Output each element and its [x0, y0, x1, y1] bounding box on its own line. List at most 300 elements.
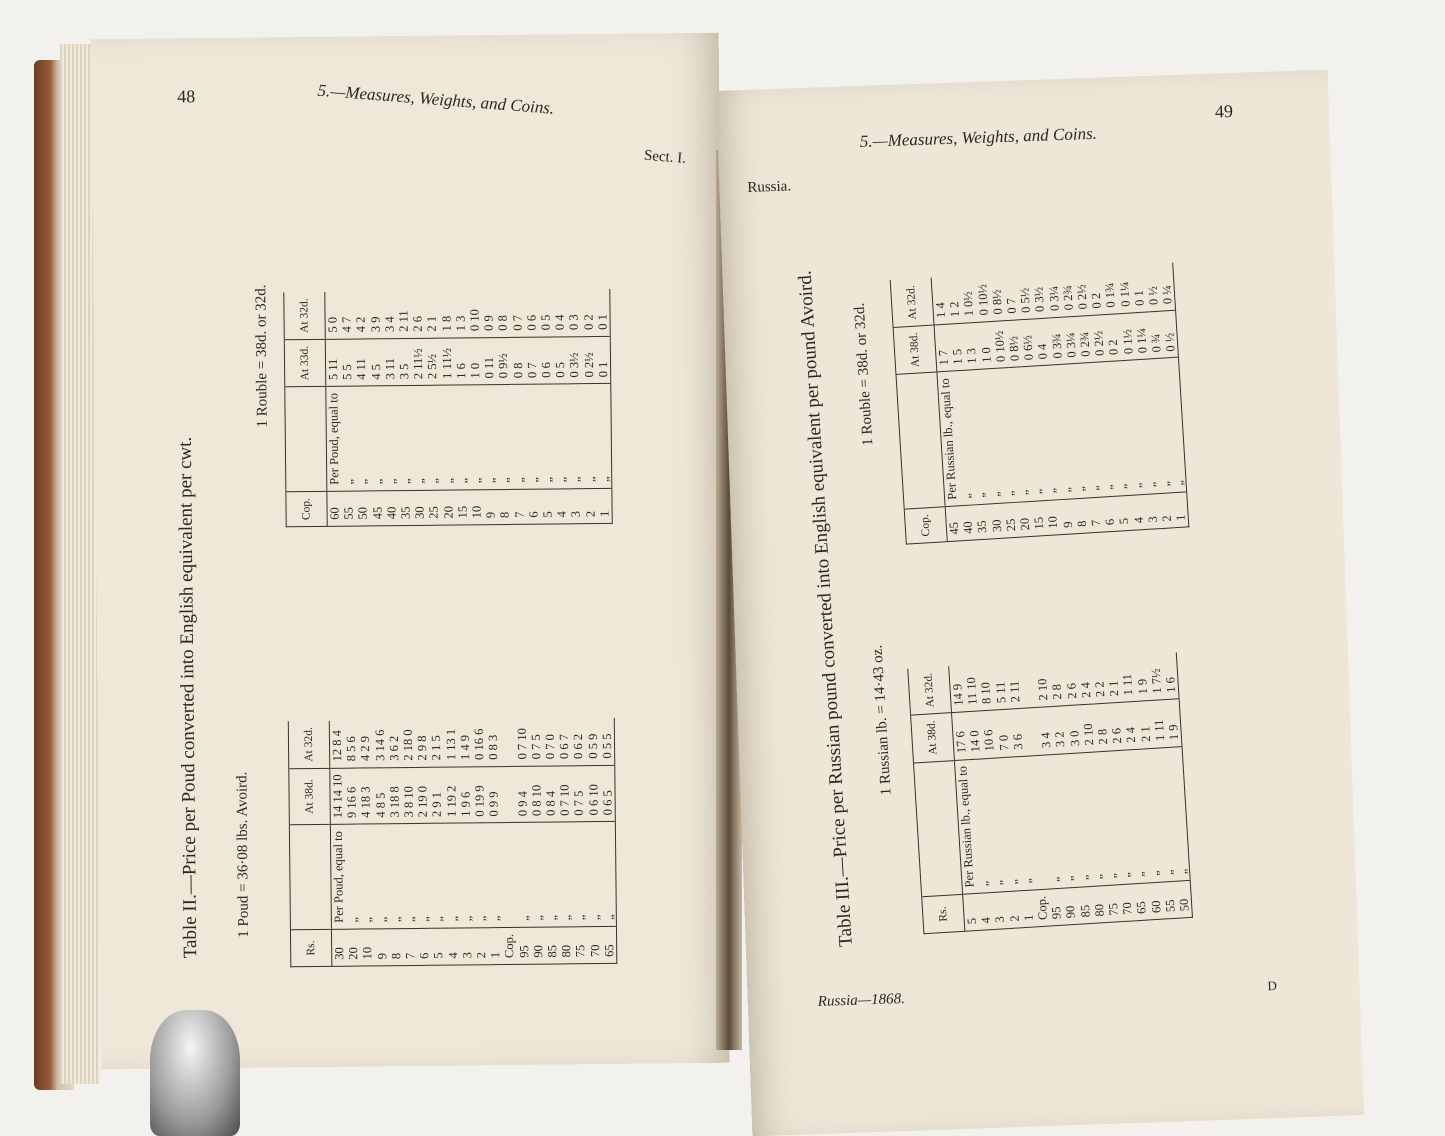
left-page-header: 5.—Measures, Weights, and Coins. [316, 80, 555, 118]
col-header: At 38d. [893, 325, 937, 375]
table-cell: „ [596, 384, 612, 489]
table-cell: „ [530, 822, 545, 927]
table-cell: „ [426, 385, 441, 490]
table-cell: 2 6 [1063, 658, 1080, 706]
table-cell: 1 11 [1119, 654, 1136, 702]
table-cell: 2 5½ [425, 338, 440, 386]
table-cell: „ [952, 371, 974, 506]
table-cell [501, 766, 516, 823]
table-cell: 7 0 [995, 709, 1012, 757]
table-cell: 3 14 6 [372, 720, 387, 767]
right-subtitle-rouble: 1 Rouble = 38d. or 32d. [851, 302, 877, 447]
table-cell: „ [558, 822, 573, 927]
table-cell: „ [355, 386, 370, 491]
table-cell: 75 [1105, 885, 1121, 923]
left-page-section: Sect. I. [643, 147, 687, 167]
table-cell: „ [1079, 363, 1101, 498]
table-cell: „ [1093, 362, 1115, 497]
table-cell: 2 1 5 [429, 720, 444, 767]
col-header: Rs. [922, 894, 965, 933]
table-cell: 2 11 [396, 291, 411, 338]
table-cell: 7 [512, 489, 527, 524]
table-cell: 3 [1144, 494, 1160, 530]
table-cell: 2 10 [1034, 660, 1051, 708]
table-cell: 10 [1045, 500, 1061, 536]
table-cell [500, 719, 515, 766]
right-page-number: 49 [1214, 100, 1234, 122]
table-cell: 2 4 [1122, 701, 1139, 749]
table-cell: „ [511, 385, 526, 490]
table-cell: 20 [346, 929, 361, 966]
col-header: Cop. [904, 507, 947, 544]
table-cell: 2 18 0 [401, 720, 416, 767]
table-cell: Per Russian lb., equal to [954, 759, 977, 894]
table-cell: 0 7 0 [543, 719, 558, 766]
table-cell: Per Russian lb., equal to [937, 371, 960, 506]
table-cell: 5 11 [992, 662, 1009, 710]
table-cell: 3 4 [382, 291, 397, 338]
table-cell: 0 1¼ [1133, 312, 1150, 360]
table-cell: 0 1¾ [1102, 267, 1119, 315]
table-cell: „ [966, 370, 988, 505]
table-cell: „ [544, 822, 559, 927]
table-cell: 9 [1059, 499, 1075, 535]
table-cell: 9 [484, 490, 499, 525]
table-cell: 2 1 [1136, 700, 1153, 748]
table-cell: 0 4 [553, 290, 568, 337]
table-row [595, 289, 612, 523]
table-cell: 14 9 [949, 665, 967, 713]
table-cell: „ [430, 824, 445, 929]
table-cell: „ [1037, 365, 1059, 500]
table-cell: 8 10 [977, 663, 994, 711]
table-cell: 5 5 [340, 339, 355, 387]
col-header: At 32d. [284, 292, 325, 339]
table-cell: 0 1½ [1119, 313, 1136, 361]
table-cell: 0 5½ [1017, 272, 1034, 320]
table-cell: „ [1164, 358, 1187, 493]
table-cell: 2 4 [1077, 657, 1094, 705]
table-cell: 2 9 1 [430, 767, 445, 824]
table-cell: „ [1139, 748, 1161, 883]
table-cell: „ [587, 822, 602, 927]
table-cell: 4 7 [339, 292, 354, 339]
table-cell: 1 13 1 [443, 720, 458, 767]
table-cell: 2 1 [425, 291, 440, 338]
metal-knob [150, 1010, 240, 1136]
table-cell: 8 5 6 [344, 721, 359, 768]
table-cell: 14 0 [966, 711, 983, 759]
table-cell: „ [980, 369, 1002, 504]
table-cell: 2 11½ [411, 338, 426, 386]
table-cell: 0 3 [567, 289, 582, 336]
col-header: At 33d. [284, 339, 325, 387]
table-cell: „ [1125, 749, 1147, 884]
table-cell: 2 [1006, 891, 1022, 929]
table-cell: 0 2¾ [1076, 315, 1093, 363]
table-cell: „ [402, 824, 417, 929]
table-cell: 90 [1062, 887, 1078, 925]
table-cell: 3 9 [368, 292, 383, 339]
table-cell: 2 10 [1080, 704, 1097, 752]
table-cell: „ [340, 386, 355, 491]
table-cell: 7 [403, 928, 418, 965]
table-cell: 6 [526, 489, 541, 524]
table-cell: „ [369, 386, 384, 491]
col-header: Cop. [286, 491, 327, 526]
table-cell: „ [1054, 753, 1076, 888]
table-cell: 1 8 [439, 291, 454, 338]
table-cell: 3 6 2 [387, 720, 402, 767]
table-cell: 1 9 6 [458, 766, 473, 823]
table-cell: 1 [597, 488, 612, 523]
table-cell: 2 2 [1091, 656, 1108, 704]
table-cell: 4 2 9 [358, 721, 373, 768]
table-cell: 3 [991, 892, 1007, 930]
table-cell: 0 3¾ [1048, 317, 1065, 365]
table-cell: 3 [460, 928, 475, 965]
table-cell: 4 18 3 [359, 768, 374, 825]
table-cell: 1 9 [1133, 654, 1150, 702]
table-cell: 0 8½ [1005, 320, 1022, 368]
table-cell: „ [1111, 750, 1133, 885]
table-cell: 0 ½ [1144, 264, 1161, 312]
table-cell: 70 [588, 927, 603, 964]
table-cell: 1 5 [949, 323, 966, 371]
table-cell: 85 [545, 927, 560, 964]
col-header: At 32d. [890, 278, 934, 327]
table-cell: 0 6 2 [571, 718, 586, 765]
table-cell: „ [388, 824, 403, 929]
right-subtitle-lb: 1 Russian lb. = 14·43 oz. [869, 644, 895, 796]
table-cell: 1 7½ [1148, 653, 1165, 701]
table-cell: 1 7 [934, 324, 952, 372]
table-cell: 0 8 [496, 290, 511, 337]
table-cell: 0 6 [539, 337, 554, 385]
table-cell: 0 2 [1105, 314, 1122, 362]
table-cell: 5 [431, 928, 446, 965]
table-cell: 50 [1176, 880, 1193, 918]
table-cell: 0 6 [524, 290, 539, 337]
table-cell: 5 [1116, 495, 1132, 531]
table-cell: 0 7 10 [558, 765, 573, 822]
table-cell: „ [1122, 360, 1144, 495]
table-cell: 2 8 [1094, 703, 1111, 751]
table-cell: Per Poud, equal to [330, 825, 346, 930]
table-cell: 0 2 [581, 289, 596, 336]
table-cell: 2 6 [1108, 702, 1125, 750]
table-cell: „ [483, 385, 498, 490]
table-cell: 6 [417, 928, 432, 965]
table-cell: 9 16 6 [344, 768, 359, 825]
table-cell: 3 4 [1037, 707, 1054, 755]
table-cell: 17 6 [952, 712, 970, 760]
table-cell: 0 7 [525, 337, 540, 385]
table-cell: 6 [1102, 496, 1118, 532]
table-cell: 75 [573, 927, 588, 964]
table-cell: „ [1040, 754, 1062, 889]
table-cell: 0 6 7 [557, 718, 572, 765]
table-cell: 10 [360, 929, 375, 966]
table-cell: 80 [1091, 886, 1107, 924]
table-cell: „ [1068, 752, 1090, 887]
table-cell: 45 [370, 491, 385, 526]
table-cell: „ [1083, 751, 1105, 886]
left-table-a [288, 718, 618, 967]
table-cell: 0 8 10 [529, 766, 544, 823]
table-cell: 20 [1017, 501, 1033, 537]
table-cell: 7 [1087, 497, 1103, 533]
table-cell: 0 3½ [1031, 271, 1048, 319]
table-cell: „ [383, 386, 398, 491]
right-table-a [907, 652, 1193, 934]
table-cell: „ [568, 384, 583, 489]
left-table-title: Table II.—Price per Poud converted into English equivalent per cwt. [174, 436, 202, 959]
table-cell: „ [497, 385, 512, 490]
table-cell: 11 10 [963, 664, 980, 712]
table-cell: „ [525, 384, 540, 489]
col-header: At 38d. [911, 713, 955, 763]
table-cell: „ [416, 824, 431, 929]
table-cell: 3 5 [397, 338, 412, 386]
table-cell: 0 7 10 [514, 719, 529, 766]
table-cell: „ [440, 385, 455, 490]
table-cell: 95 [517, 927, 532, 964]
table-cell: „ [454, 385, 469, 490]
table-cell: 0 3¼ [1062, 316, 1079, 364]
col-header [285, 387, 327, 492]
table-cell: 0 1 [596, 336, 611, 384]
table-cell: 2 1 [1105, 655, 1122, 703]
left-table-b [283, 289, 613, 527]
table-cell: 4 [977, 893, 993, 931]
table-cell: 50 [356, 491, 371, 526]
table-cell: „ [487, 823, 502, 928]
table-cell: „ [997, 757, 1019, 892]
table-cell: 4 11 [354, 339, 369, 387]
table-cell: 0 10½ [991, 321, 1008, 369]
table-cell: 0 5 [553, 337, 568, 385]
table-cell: 0 7 5 [572, 765, 587, 822]
table-cell: „ [359, 824, 374, 929]
table-cell: 1 6 [454, 338, 469, 386]
table-cell: 0 9 [482, 290, 497, 337]
table-cell: 2 8 [1048, 659, 1065, 707]
table-cell: 1 4 [931, 277, 949, 325]
table-cell: 0 2½ [1073, 268, 1090, 316]
table-cell: 70 [1119, 884, 1135, 922]
table-cell: 4 8 5 [373, 767, 388, 824]
table-cell: 2 [1158, 493, 1174, 529]
table-cell: 30 [413, 490, 428, 525]
table-cell: 0 8½ [988, 274, 1005, 322]
table-cell: 0 1 [595, 289, 610, 336]
table-cell: 60 [1147, 882, 1163, 920]
table-cell: „ [373, 824, 388, 929]
table-cell: „ [397, 386, 412, 491]
table-cell: 0 ½ [1161, 310, 1179, 358]
table-cell: 35 [974, 504, 990, 540]
right-page-signature: D [1267, 977, 1278, 994]
table-cell: 1 3 [963, 322, 980, 370]
right-table-title: Table III.—Price per Russian pound converted into English equivalent per pound Avoird. [794, 269, 857, 948]
table-cell: 0 10½ [974, 275, 991, 323]
table-cell: „ [554, 384, 569, 489]
table-cell: 0 3¼ [1045, 270, 1062, 318]
table-cell: 10 6 [980, 710, 997, 758]
table-cell: 1 [1020, 890, 1036, 928]
left-subtitle-poud: 1 Poud = 36·08 lbs. Avoird. [234, 771, 253, 938]
table-cell: 40 [960, 505, 976, 541]
table-cell: 3 2 [1051, 706, 1068, 754]
col-header: At 32d. [288, 721, 329, 768]
right-page [716, 70, 1364, 1136]
table-cell: Per Poud, equal to [326, 387, 342, 492]
table-cell: 1 [1172, 492, 1189, 528]
table-cell: 0 9½ [496, 337, 511, 385]
table-cell: 0 8 3 [486, 719, 501, 766]
table-cell: 0 8 4 [543, 766, 558, 823]
table-cell: 1 11 [1150, 700, 1167, 748]
table-cell: „ [1168, 746, 1191, 881]
table-cell: 1 4 9 [458, 719, 473, 766]
table-cell: „ [601, 822, 617, 927]
table-cell: 5 0 [325, 292, 340, 339]
table-cell: 0 5 [538, 290, 553, 337]
table-cell: 0 2 [1088, 268, 1105, 316]
table-cell: 0 9 4 [515, 766, 530, 823]
table-cell: 0 7 [1003, 273, 1020, 321]
table-cell: 5 [540, 489, 555, 524]
table-cell: 3 18 8 [387, 767, 402, 824]
table-cell: „ [345, 824, 360, 929]
table-cell: „ [459, 823, 474, 928]
table-cell: 15 [1031, 501, 1047, 537]
table-cell: 14 14 10 [330, 768, 345, 825]
table-cell: „ [1012, 756, 1034, 891]
table-cell: 2 [583, 488, 598, 523]
table-cell: 0 5 5 [600, 718, 615, 765]
table-cell: „ [969, 758, 991, 893]
table-cell: 12 8 4 [329, 721, 344, 768]
table-cell: 3 6 [1009, 708, 1026, 756]
table-cell: 4 5 [368, 339, 383, 387]
table-cell: 0 5 9 [585, 718, 600, 765]
table-cell: „ [539, 384, 554, 489]
table-cell: 20 [441, 490, 456, 525]
table-cell: 5 [963, 893, 980, 931]
table-cell: 0 6½ [1020, 319, 1037, 367]
col-header: Rs. [290, 929, 331, 966]
table-cell: „ [444, 823, 459, 928]
col-header [289, 825, 331, 930]
table-cell: 3 [569, 489, 584, 524]
table-cell: 0 1¼ [1116, 266, 1133, 314]
table-cell: 30 [331, 929, 346, 966]
table-cell: 0 3½ [567, 336, 582, 384]
table-cell: 45 [945, 506, 962, 542]
table-cell: 1 6 [1162, 652, 1180, 700]
table-cell: 95 [1048, 888, 1064, 926]
table-cell: 0 6 5 [600, 765, 615, 822]
table-cell: 85 [1077, 887, 1093, 925]
table-cell: 9 [375, 929, 390, 966]
table-cell: 65 [602, 926, 617, 963]
table-cell: 25 [427, 490, 442, 525]
table-cell: 0 4 [1034, 318, 1051, 366]
table-cell: 1 3 [453, 291, 468, 338]
table-cell: 65 [1133, 883, 1149, 921]
table-cell: „ [1150, 358, 1172, 493]
table-cell: 0 7 5 [529, 719, 544, 766]
table-cell: 0 2¾ [1059, 269, 1076, 317]
table-cell: 10 [469, 490, 484, 525]
table-cell: „ [1153, 747, 1175, 882]
table-cell: 35 [398, 490, 413, 525]
table-cell: 2 [474, 928, 489, 965]
table-cell: „ [1008, 367, 1030, 502]
table-cell: 1 19 2 [444, 767, 459, 824]
table-cell: „ [1022, 366, 1044, 501]
table-cell: 55 [1162, 881, 1178, 919]
table-cell: „ [1108, 361, 1130, 496]
table-cell: 0 10 [467, 291, 482, 338]
table-cell: „ [994, 368, 1016, 503]
table-cell: 0 8 [510, 337, 525, 385]
table-cell: „ [572, 822, 587, 927]
table-cell: „ [1051, 365, 1073, 500]
table-cell: 0 2½ [1090, 315, 1107, 363]
table-cell: 0 11 [482, 337, 497, 385]
table-cell: „ [473, 823, 488, 928]
table-cell: 1 0½ [960, 275, 977, 323]
table-cell: 2 6 [410, 291, 425, 338]
table-cell: „ [582, 384, 597, 489]
table-cell: „ [1136, 359, 1158, 494]
table-cell: 8 [389, 929, 404, 966]
table-cell: „ [1097, 751, 1119, 886]
table-cell: „ [468, 385, 483, 490]
right-table-b [890, 263, 1190, 544]
table-cell: 3 8 10 [401, 767, 416, 824]
table-cell: 30 [988, 503, 1004, 539]
table-cell: Cop. [1034, 889, 1050, 927]
table-cell: 0 9 9 [486, 766, 501, 823]
table-cell: 0 7 [510, 290, 525, 337]
table-cell: 1 9 [1165, 699, 1183, 747]
table-cell: 90 [531, 927, 546, 964]
table-cell: 40 [384, 491, 399, 526]
table-cell: „ [411, 386, 426, 491]
table-cell: „ [1065, 364, 1087, 499]
table-cell: 0 6 10 [586, 765, 601, 822]
left-page-number: 48 [177, 86, 196, 107]
table-cell: 55 [342, 491, 357, 526]
right-page-footer: Russia—1868. [817, 990, 906, 1010]
table-cell: 80 [559, 927, 574, 964]
table-cell: 3 11 [383, 338, 398, 386]
table-cell: 1 0 [977, 321, 994, 369]
table-cell: 2 11 [1006, 661, 1023, 709]
table-cell: 3 0 [1065, 705, 1082, 753]
table-row [600, 718, 617, 964]
table-cell: „ [983, 757, 1005, 892]
table-cell: 25 [1002, 502, 1018, 538]
table-cell: „ [515, 823, 530, 928]
table-cell: 0 16 6 [472, 719, 487, 766]
table-cell: 0 ¾ [1147, 311, 1164, 359]
table-cell: 1 2 [946, 276, 963, 324]
